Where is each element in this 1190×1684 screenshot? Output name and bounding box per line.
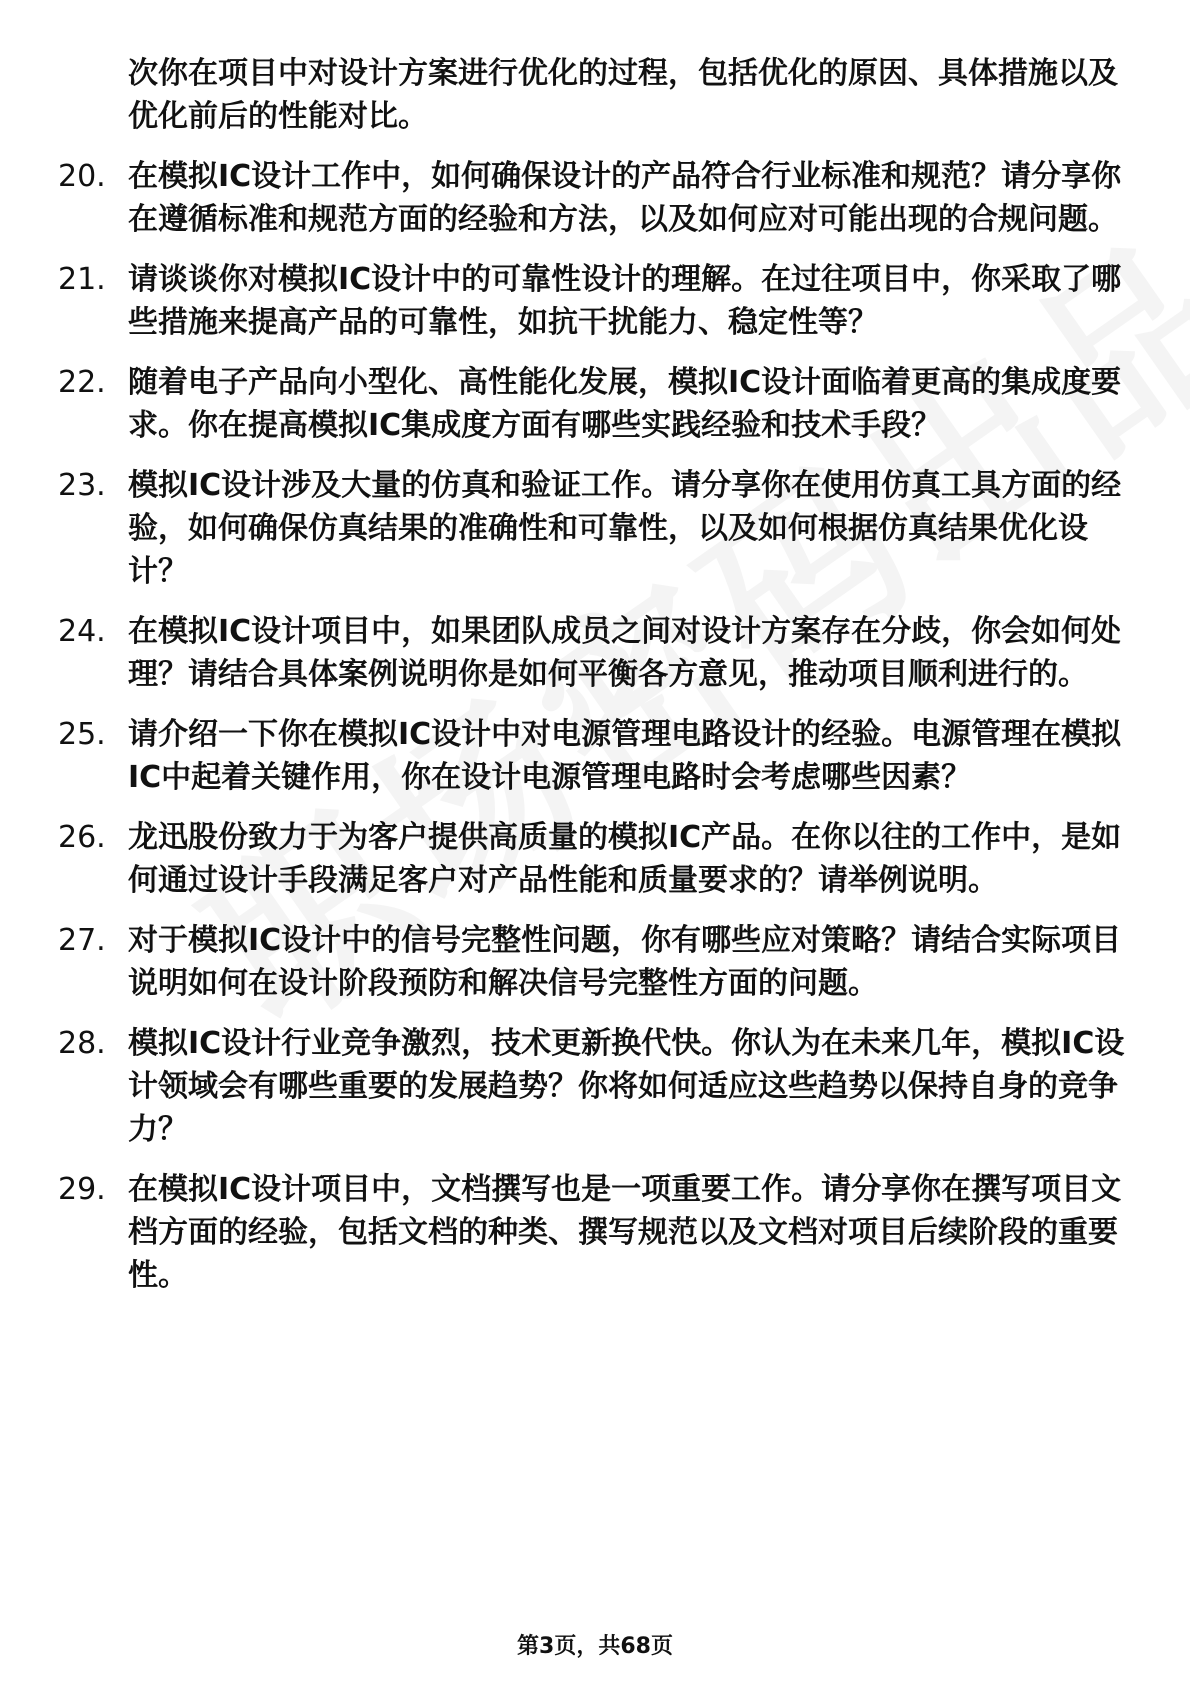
question-text: 模拟IC设计涉及大量的仿真和验证工作。请分享你在使用仿真工具方面的经验，如何确保仿真结果的准确性和可靠性，以及如何根据仿真结果优化设计？ bbox=[128, 468, 1122, 589]
question-number: 22. bbox=[58, 365, 106, 400]
question-number: 27. bbox=[58, 923, 106, 958]
question-text: 请谈谈你对模拟IC设计中的可靠性设计的理解。在过往项目中，你采取了哪些措施来提高产品的可靠性，如抗干扰能力、稳定性等？ bbox=[128, 262, 1122, 340]
question-text: 随着电子产品向小型化、高性能化发展，模拟IC设计面临着更高的集成度要求。你在提高模拟IC集成度方面有哪些实践经验和技术手段？ bbox=[128, 365, 1122, 443]
question-item-21 bbox=[0, 258, 1128, 344]
question-item-25 bbox=[0, 713, 1128, 799]
question-number: 29. bbox=[58, 1172, 106, 1207]
question-item-29 bbox=[0, 1168, 1128, 1297]
question-item-20 bbox=[0, 155, 1128, 241]
question-item-22 bbox=[0, 361, 1128, 447]
continued-paragraph: 次你在项目中对设计方案进行优化的过程，包括优化的原因、具体措施以及优化前后的性能对比。 bbox=[128, 56, 1118, 134]
question-number: 28. bbox=[58, 1026, 106, 1061]
question-number: 25. bbox=[58, 717, 106, 752]
question-text: 请介绍一下你在模拟IC设计中对电源管理电路设计的经验。电源管理在模拟IC中起着关键作用，你在设计电源管理电路时会考虑哪些因素？ bbox=[128, 717, 1122, 795]
question-text: 在模拟IC设计项目中，如果团队成员之间对设计方案存在分歧，你会如何处理？请结合具体案例说明你是如何平衡各方意见，推动项目顺利进行的。 bbox=[128, 614, 1122, 692]
page-number-label: 第3页，共68页 bbox=[517, 1634, 673, 1659]
question-number: 23. bbox=[58, 468, 106, 503]
question-text: 在模拟IC设计项目中，文档撰写也是一项重要工作。请分享你在撰写项目文档方面的经验，包括文档的种类、撰写规范以及文档对项目后续阶段的重要性。 bbox=[128, 1172, 1122, 1293]
question-item-24 bbox=[0, 610, 1128, 696]
page-content bbox=[0, 52, 1190, 1297]
page-footer bbox=[0, 1634, 1190, 1660]
question-text: 在模拟IC设计工作中，如何确保设计的产品符合行业标准和规范？请分享你在遵循标准和规范方面的经验和方法，以及如何应对可能出现的合规问题。 bbox=[128, 159, 1122, 237]
question-item-26 bbox=[0, 816, 1128, 902]
question-number: 21. bbox=[58, 262, 106, 297]
question-number: 20. bbox=[58, 159, 106, 194]
question-text: 龙迅股份致力于为客户提供高质量的模拟IC产品。在你以往的工作中，是如何通过设计手段满足客户对产品性能和质量要求的？请举例说明。 bbox=[128, 820, 1122, 898]
question-text: 对于模拟IC设计中的信号完整性问题，你有哪些应对策略？请结合实际项目说明如何在设计阶段预防和解决信号完整性方面的问题。 bbox=[128, 923, 1122, 1001]
question-item-28 bbox=[0, 1022, 1128, 1151]
question-text: 模拟IC设计行业竞争激烈，技术更新换代快。你认为在未来几年，模拟IC设计领域会有哪些重要的发展趋势？你将如何适应这些趋势以保持自身的竞争力？ bbox=[128, 1026, 1125, 1147]
question-number: 26. bbox=[58, 820, 106, 855]
question-item-27 bbox=[0, 919, 1128, 1005]
question-list bbox=[0, 155, 1190, 1297]
question-number: 24. bbox=[58, 614, 106, 649]
question-item-23 bbox=[0, 464, 1128, 593]
